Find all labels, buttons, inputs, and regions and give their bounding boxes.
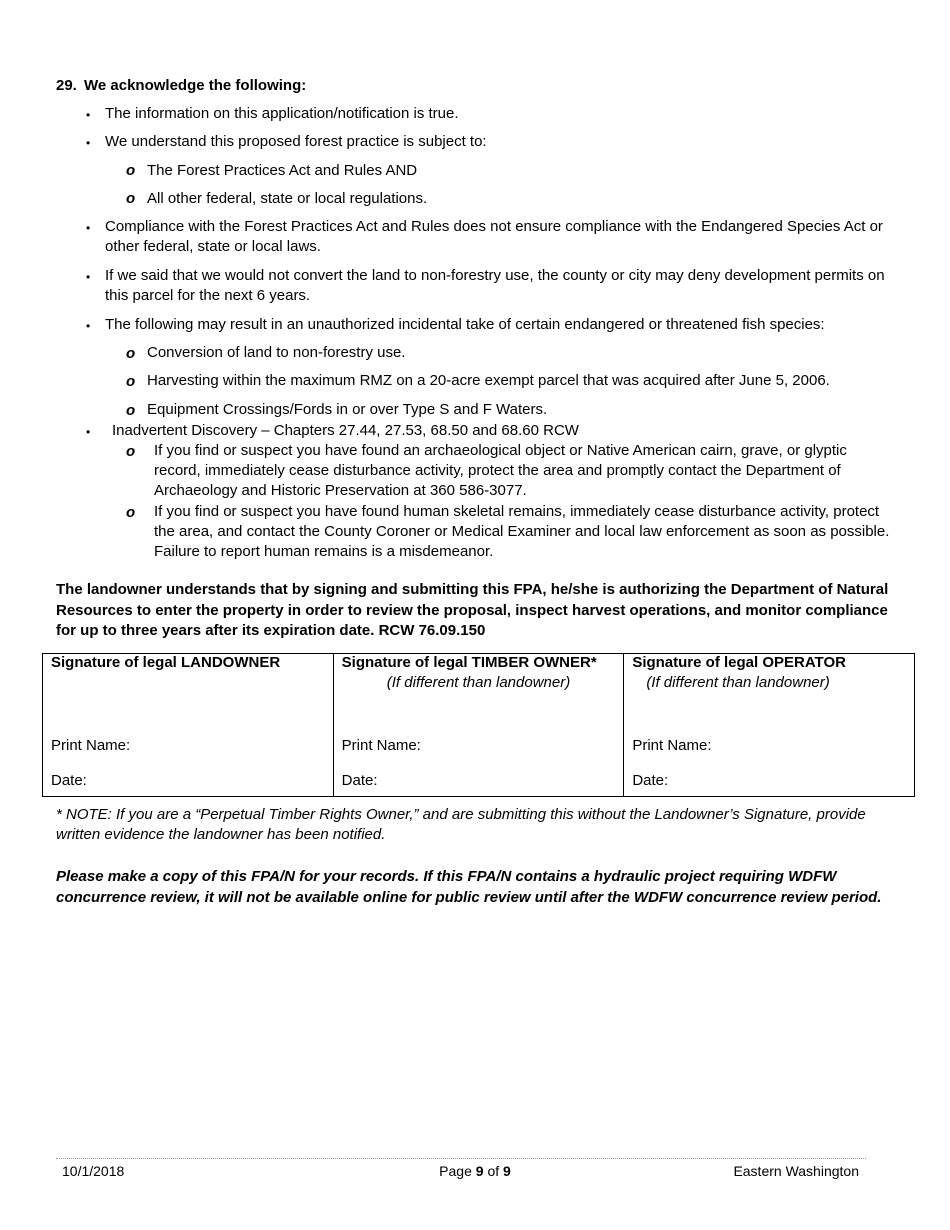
page-word: Page	[439, 1163, 472, 1179]
page-of: of	[487, 1163, 500, 1179]
section-number: 29.	[56, 77, 77, 94]
signature-table	[42, 653, 915, 797]
sub-bullet-icon: o	[126, 504, 136, 521]
sub-item-conversion: Conversion of land to non-forestry use.	[147, 344, 406, 361]
print-name-label: Print Name:	[51, 737, 131, 754]
bullet-icon: •	[86, 319, 91, 333]
date-label: Date:	[341, 772, 378, 789]
date-label: Date:	[632, 772, 669, 789]
sub-item-harvesting-rmz: Harvesting within the maximum RMZ on a 20-acre exempt parcel that was acquired after June 5, 2006.	[147, 372, 830, 389]
sub-bullet-icon: o	[126, 373, 136, 390]
signature-subheading: (If different than landowner)	[386, 674, 571, 691]
sub-item-forest-practices-act: The Forest Practices Act and Rules AND	[147, 162, 418, 179]
signature-subheading: (If different than landowner)	[646, 674, 830, 691]
section-title: We acknowledge the following:	[84, 77, 307, 94]
date-label: Date:	[51, 772, 87, 789]
list-item-true-info: The information on this application/notification is true.	[105, 105, 459, 122]
bullet-icon: •	[86, 221, 91, 235]
section-heading	[56, 76, 306, 96]
bullet-icon: •	[86, 425, 91, 439]
sub-bullet-icon: o	[126, 443, 136, 460]
signature-cell-landowner[interactable]	[43, 654, 334, 797]
list-item-compliance: Compliance with the Forest Practices Act and Rules does not ensure compliance with the Endangered Species Act or other federal, state or local laws.	[105, 218, 883, 255]
perpetual-rights-note: * NOTE: If you are a “Perpetual Timber Rights Owner,” and are submitting this without the Landowner’s Signature, provide written evidence the landowner has been notified.	[56, 806, 866, 843]
list-item-convert: If we said that we would not convert the land to non-forestry use, the county or city may deny development permits on this parcel for the next 6 years.	[105, 267, 885, 304]
signature-cell-operator[interactable]	[624, 654, 915, 797]
sub-bullet-icon: o	[126, 190, 136, 207]
footer-divider	[56, 1158, 866, 1159]
signature-heading: Signature of legal TIMBER OWNER*	[341, 654, 597, 671]
print-name-label: Print Name:	[341, 737, 421, 754]
sub-bullet-icon: o	[126, 345, 136, 362]
signature-heading: Signature of legal LANDOWNER	[51, 654, 281, 671]
sub-bullet-icon: o	[126, 162, 136, 179]
list-item-subject-to: We understand this proposed forest practice is subject to:	[105, 133, 487, 150]
print-name-label: Print Name:	[632, 737, 712, 754]
bullet-icon: •	[86, 270, 91, 284]
page-total: 9	[503, 1163, 511, 1179]
signature-heading: Signature of legal OPERATOR	[632, 654, 846, 671]
signature-cell-timber-owner[interactable]	[333, 654, 624, 797]
list-item-incidental-take: The following may result in an unauthorized incidental take of certain endangered or threatened fish species:	[105, 316, 825, 333]
footer-date: 10/1/2018	[62, 1163, 125, 1179]
footer-region: Eastern Washington	[733, 1163, 859, 1179]
list-item-inadvertent-discovery: Inadvertent Discovery – Chapters 27.44, 27.53, 68.50 and 68.60 RCW	[112, 422, 579, 439]
sub-item-equipment-crossings: Equipment Crossings/Fords in or over Type S and F Waters.	[147, 401, 548, 418]
sub-bullet-icon: o	[126, 402, 136, 419]
page-current: 9	[475, 1163, 484, 1179]
bullet-icon: •	[86, 136, 91, 150]
sub-item-other-regulations: All other federal, state or local regulations.	[147, 190, 428, 207]
bullet-icon: •	[86, 108, 91, 122]
landowner-statement: The landowner understands that by signing and submitting this FPA, he/she is authorizing the Department of Natural Resources to enter the property in order to review the proposal, inspect harvest operations, and monitor compliance for up to three years after its expiration date. RCW 76.09.150	[56, 581, 889, 639]
sub-item-archaeological: If you find or suspect you have found an archaeological object or Native American cairn, grave, or glyptic record, immediately cease disturbance activity, protect the area and promptly contact the Department of Archaeology and Historic Preservation at 360 586-3077.	[154, 442, 847, 499]
sub-item-human-remains: If you find or suspect you have found human skeletal remains, immediately cease disturbance activity, protect the area, and contact the County Coroner or Medical Examiner and local law enforcement as soon as possible. Failure to report human remains is a misdemeanor.	[154, 503, 890, 560]
copy-notice: Please make a copy of this FPA/N for your records. If this FPA/N contains a hydraulic project requiring WDFW concurrence review, it will not be available online for public review until after the WDFW concurrence review period.	[56, 868, 882, 906]
